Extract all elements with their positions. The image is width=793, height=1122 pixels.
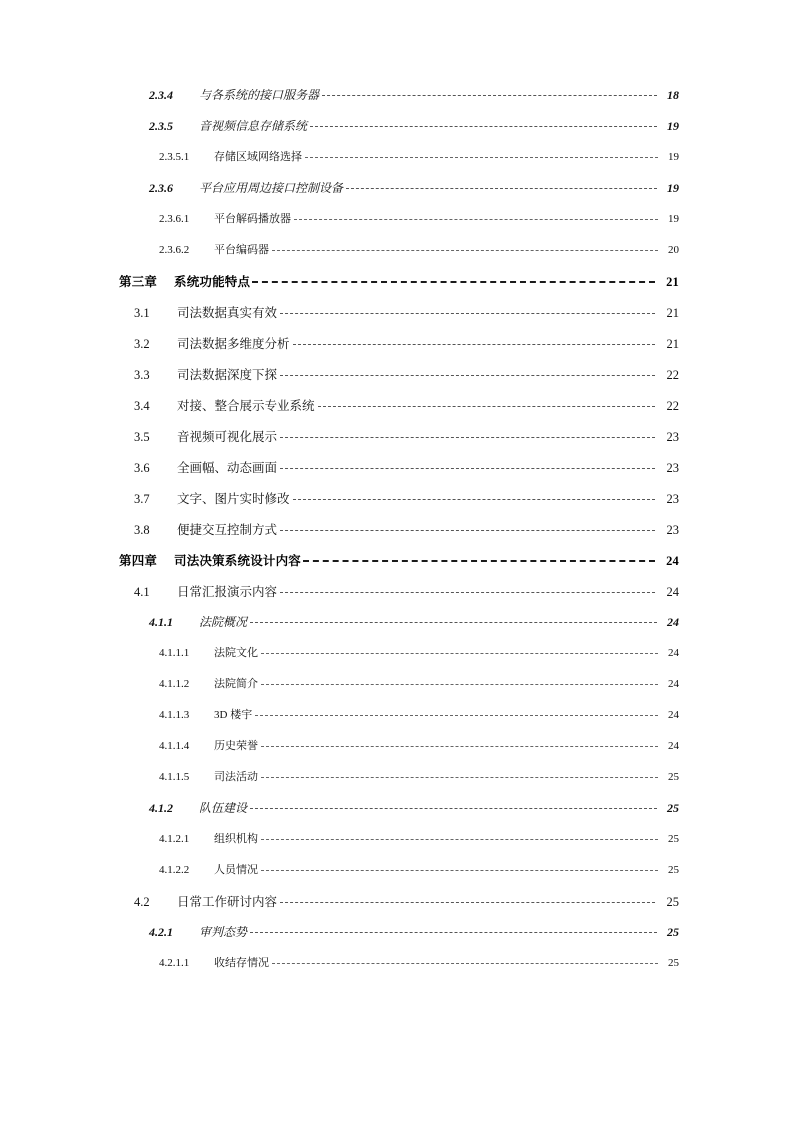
toc-entry-page-number: 23 xyxy=(666,430,679,444)
toc-entry-title[interactable]: 法院文化 xyxy=(214,647,258,659)
toc-entry[interactable] xyxy=(0,427,793,458)
toc-entry-page-number: 24 xyxy=(668,678,679,690)
toc-entry-body xyxy=(199,86,657,103)
toc-entry-title[interactable]: 司法数据真实有效 xyxy=(177,306,278,320)
toc-entry-body xyxy=(214,861,658,877)
toc-entry-page-number: 21 xyxy=(666,306,679,320)
toc-entry-body xyxy=(214,706,658,722)
toc-entry-number: 2.3.5.1 xyxy=(159,151,190,163)
toc-entry[interactable] xyxy=(0,303,793,334)
toc-entry-page-number: 24 xyxy=(666,585,679,599)
toc-entry[interactable] xyxy=(0,86,793,117)
toc-dot-leader xyxy=(318,406,655,407)
toc-entry-title[interactable]: 法院概况 xyxy=(199,615,248,629)
toc-entry-title[interactable]: 日常工作研讨内容 xyxy=(177,895,278,909)
toc-entry[interactable] xyxy=(0,768,793,799)
toc-entry-body xyxy=(177,303,655,321)
toc-entry-page-number: 22 xyxy=(666,368,679,382)
toc-entry-number: 2.3.6.1 xyxy=(159,213,190,225)
toc-dot-leader xyxy=(280,530,655,531)
toc-entry-body xyxy=(177,427,655,445)
toc-entry-body xyxy=(177,458,655,476)
toc-entry-body xyxy=(214,954,658,970)
toc-entry-number: 3.6 xyxy=(134,461,150,475)
toc-entry-title[interactable]: 审判态势 xyxy=(199,925,248,939)
toc-entry-page-number: 24 xyxy=(667,615,679,629)
toc-entry-title[interactable]: 3D 楼宇 xyxy=(214,709,253,721)
toc-dot-leader xyxy=(272,963,658,964)
toc-entry-page-number: 24 xyxy=(668,647,679,659)
toc-dot-leader xyxy=(280,437,655,438)
toc-entry[interactable] xyxy=(0,892,793,923)
toc-entry-number: 3.1 xyxy=(134,306,150,320)
toc-entry-title[interactable]: 法院简介 xyxy=(214,678,258,690)
toc-dot-leader xyxy=(280,313,655,314)
toc-entry-number: 4.1.2.2 xyxy=(159,864,190,876)
toc-entry-title[interactable]: 与各系统的接口服务器 xyxy=(199,88,320,102)
toc-entry-number: 3.3 xyxy=(134,368,150,382)
toc-dot-leader xyxy=(280,375,655,376)
toc-entry-title[interactable]: 队伍建设 xyxy=(199,801,248,815)
toc-entry-body xyxy=(177,489,655,507)
toc-entry[interactable] xyxy=(0,148,793,179)
toc-dot-leader xyxy=(261,870,658,871)
toc-entry-body xyxy=(214,644,658,660)
toc-dot-leader xyxy=(305,157,658,158)
toc-entry-page-number: 20 xyxy=(668,244,679,256)
toc-entry-body xyxy=(199,117,657,134)
toc-entry-page-number: 23 xyxy=(666,523,679,537)
toc-entry-number: 4.1.1.2 xyxy=(159,678,190,690)
toc-entry-number: 4.1.1.1 xyxy=(159,647,190,659)
toc-entry-page-number: 18 xyxy=(667,88,679,102)
toc-entry[interactable] xyxy=(0,675,793,706)
toc-entry-body xyxy=(199,179,657,196)
toc-entry[interactable] xyxy=(0,117,793,148)
toc-entry-number: 3.5 xyxy=(134,430,150,444)
toc-entry-title[interactable]: 收结存情况 xyxy=(214,957,269,969)
toc-entry-number: 4.1 xyxy=(134,585,150,599)
toc-entry-page-number: 24 xyxy=(668,740,679,752)
toc-entry-body xyxy=(174,551,655,569)
toc-entry-page-number: 19 xyxy=(668,151,679,163)
toc-entry-title[interactable]: 平台编码器 xyxy=(214,244,269,256)
toc-entry-number: 4.1.2 xyxy=(149,801,173,815)
toc-entry-body xyxy=(177,892,655,910)
toc-entry-number: 4.1.1.5 xyxy=(159,771,190,783)
toc-entry[interactable] xyxy=(0,737,793,768)
toc-entry-title[interactable]: 历史荣誉 xyxy=(214,740,258,752)
toc-entry-page-number: 25 xyxy=(668,957,679,969)
toc-entry-page-number: 19 xyxy=(668,213,679,225)
toc-entry[interactable] xyxy=(0,551,793,582)
toc-entry-title[interactable]: 对接、整合展示专业系统 xyxy=(177,399,315,413)
toc-entry[interactable] xyxy=(0,334,793,365)
toc-entry[interactable] xyxy=(0,458,793,489)
toc-entry[interactable] xyxy=(0,644,793,675)
toc-entry-body xyxy=(214,148,658,164)
toc-dot-leader xyxy=(293,344,655,345)
toc-entry-number: 4.1.1.4 xyxy=(159,740,190,752)
toc-entry-number: 2.3.6 xyxy=(149,181,173,195)
toc-dot-leader xyxy=(280,592,655,593)
toc-entry-body xyxy=(177,582,655,600)
toc-entry[interactable] xyxy=(0,241,793,272)
toc-entry-page-number: 25 xyxy=(668,771,679,783)
toc-entry[interactable] xyxy=(0,613,793,644)
toc-entry-number: 3.8 xyxy=(134,523,150,537)
toc-dot-leader xyxy=(261,684,658,685)
toc-entry-body xyxy=(199,613,657,630)
toc-dot-leader xyxy=(261,746,658,747)
toc-entry-number: 3.4 xyxy=(134,399,150,413)
toc-entry-body xyxy=(214,675,658,691)
toc-entry-number: 4.1.2.1 xyxy=(159,833,190,845)
toc-entry-title[interactable]: 系统功能特点 xyxy=(174,275,251,289)
toc-entry-title[interactable]: 音视频信息存储系统 xyxy=(199,119,308,133)
toc-entry-body xyxy=(214,830,658,846)
toc-entry-body xyxy=(214,768,658,784)
toc-entry[interactable] xyxy=(0,954,793,985)
toc-entry[interactable] xyxy=(0,706,793,737)
toc-entry-number: 2.3.4 xyxy=(149,88,173,102)
toc-entry-number: 3.7 xyxy=(134,492,150,506)
table-of-contents xyxy=(0,86,793,985)
toc-dot-leader xyxy=(280,468,655,469)
toc-entry-title[interactable]: 全画幅、动态画面 xyxy=(177,461,278,475)
toc-entry-page-number: 22 xyxy=(666,399,679,413)
toc-entry-title[interactable]: 司法数据深度下探 xyxy=(177,368,278,382)
toc-entry-page-number: 25 xyxy=(668,864,679,876)
toc-entry-title[interactable]: 平台解码播放器 xyxy=(214,213,291,225)
toc-entry-title[interactable]: 司法数据多维度分析 xyxy=(177,337,290,351)
toc-entry-title[interactable]: 日常汇报演示内容 xyxy=(177,585,278,599)
toc-entry-title[interactable]: 司法决策系统设计内容 xyxy=(174,554,302,568)
toc-dot-leader xyxy=(322,95,657,96)
toc-dot-leader xyxy=(261,653,658,654)
toc-entry-page-number: 23 xyxy=(666,492,679,506)
toc-entry[interactable] xyxy=(0,365,793,396)
toc-entry-body xyxy=(177,396,655,414)
toc-entry-title[interactable]: 人员情况 xyxy=(214,864,258,876)
toc-entry-page-number: 25 xyxy=(666,895,679,909)
toc-entry-body xyxy=(199,799,657,816)
toc-dot-leader xyxy=(261,839,658,840)
toc-entry-title[interactable]: 文字、图片实时修改 xyxy=(177,492,290,506)
toc-entry-page-number: 25 xyxy=(667,801,679,815)
toc-entry-title[interactable]: 司法活动 xyxy=(214,771,258,783)
toc-entry-body xyxy=(214,210,658,226)
toc-entry-number: 4.1.1 xyxy=(149,615,173,629)
toc-entry[interactable] xyxy=(0,799,793,830)
toc-entry-number: 4.2 xyxy=(134,895,150,909)
toc-entry-body xyxy=(199,923,657,940)
toc-entry[interactable] xyxy=(0,520,793,551)
toc-entry-page-number: 24 xyxy=(668,709,679,721)
toc-entry-body xyxy=(174,272,655,290)
toc-entry-number: 第四章 xyxy=(119,554,158,568)
toc-entry-page-number: 25 xyxy=(668,833,679,845)
toc-entry-number: 2.3.5 xyxy=(149,119,173,133)
toc-dot-leader xyxy=(250,622,657,623)
toc-entry-title[interactable]: 音视频可视化展示 xyxy=(177,430,278,444)
toc-dot-leader xyxy=(303,560,655,562)
toc-entry-page-number: 21 xyxy=(666,337,679,351)
toc-entry-page-number: 19 xyxy=(667,119,679,133)
toc-dot-leader xyxy=(252,281,655,283)
toc-dot-leader xyxy=(346,188,657,189)
toc-entry[interactable] xyxy=(0,830,793,861)
toc-entry-title[interactable]: 便捷交互控制方式 xyxy=(177,523,278,537)
toc-entry[interactable] xyxy=(0,923,793,954)
toc-entry[interactable] xyxy=(0,861,793,892)
toc-entry-title[interactable]: 组织机构 xyxy=(214,833,258,845)
toc-entry[interactable] xyxy=(0,489,793,520)
toc-entry[interactable] xyxy=(0,210,793,241)
toc-entry-title[interactable]: 平台应用周边接口控制设备 xyxy=(199,181,344,195)
toc-entry-number: 4.2.1.1 xyxy=(159,957,190,969)
toc-dot-leader xyxy=(310,126,657,127)
toc-entry-page-number: 24 xyxy=(666,554,679,568)
toc-dot-leader xyxy=(293,499,655,500)
toc-entry-title[interactable]: 存储区域网络选择 xyxy=(214,151,302,163)
toc-dot-leader xyxy=(272,250,658,251)
toc-entry-number: 3.2 xyxy=(134,337,150,351)
toc-entry-number: 4.2.1 xyxy=(149,925,173,939)
toc-entry-number: 第三章 xyxy=(119,275,158,289)
toc-entry-page-number: 25 xyxy=(667,925,679,939)
toc-entry-number: 2.3.6.2 xyxy=(159,244,190,256)
toc-entry-body xyxy=(177,334,655,352)
toc-dot-leader xyxy=(294,219,658,220)
toc-entry[interactable] xyxy=(0,396,793,427)
toc-entry-body xyxy=(214,737,658,753)
toc-entry-page-number: 23 xyxy=(666,461,679,475)
toc-dot-leader xyxy=(250,932,657,933)
toc-entry-body xyxy=(177,520,655,538)
toc-entry-page-number: 21 xyxy=(666,275,679,289)
toc-entry-body xyxy=(177,365,655,383)
toc-entry-page-number: 19 xyxy=(667,181,679,195)
toc-entry[interactable] xyxy=(0,582,793,613)
toc-entry[interactable] xyxy=(0,179,793,210)
toc-dot-leader xyxy=(250,808,657,809)
toc-dot-leader xyxy=(255,715,658,716)
toc-entry-number: 4.1.1.3 xyxy=(159,709,190,721)
toc-dot-leader xyxy=(261,777,658,778)
toc-entry[interactable] xyxy=(0,272,793,303)
toc-entry-body xyxy=(214,241,658,257)
toc-dot-leader xyxy=(280,902,655,903)
